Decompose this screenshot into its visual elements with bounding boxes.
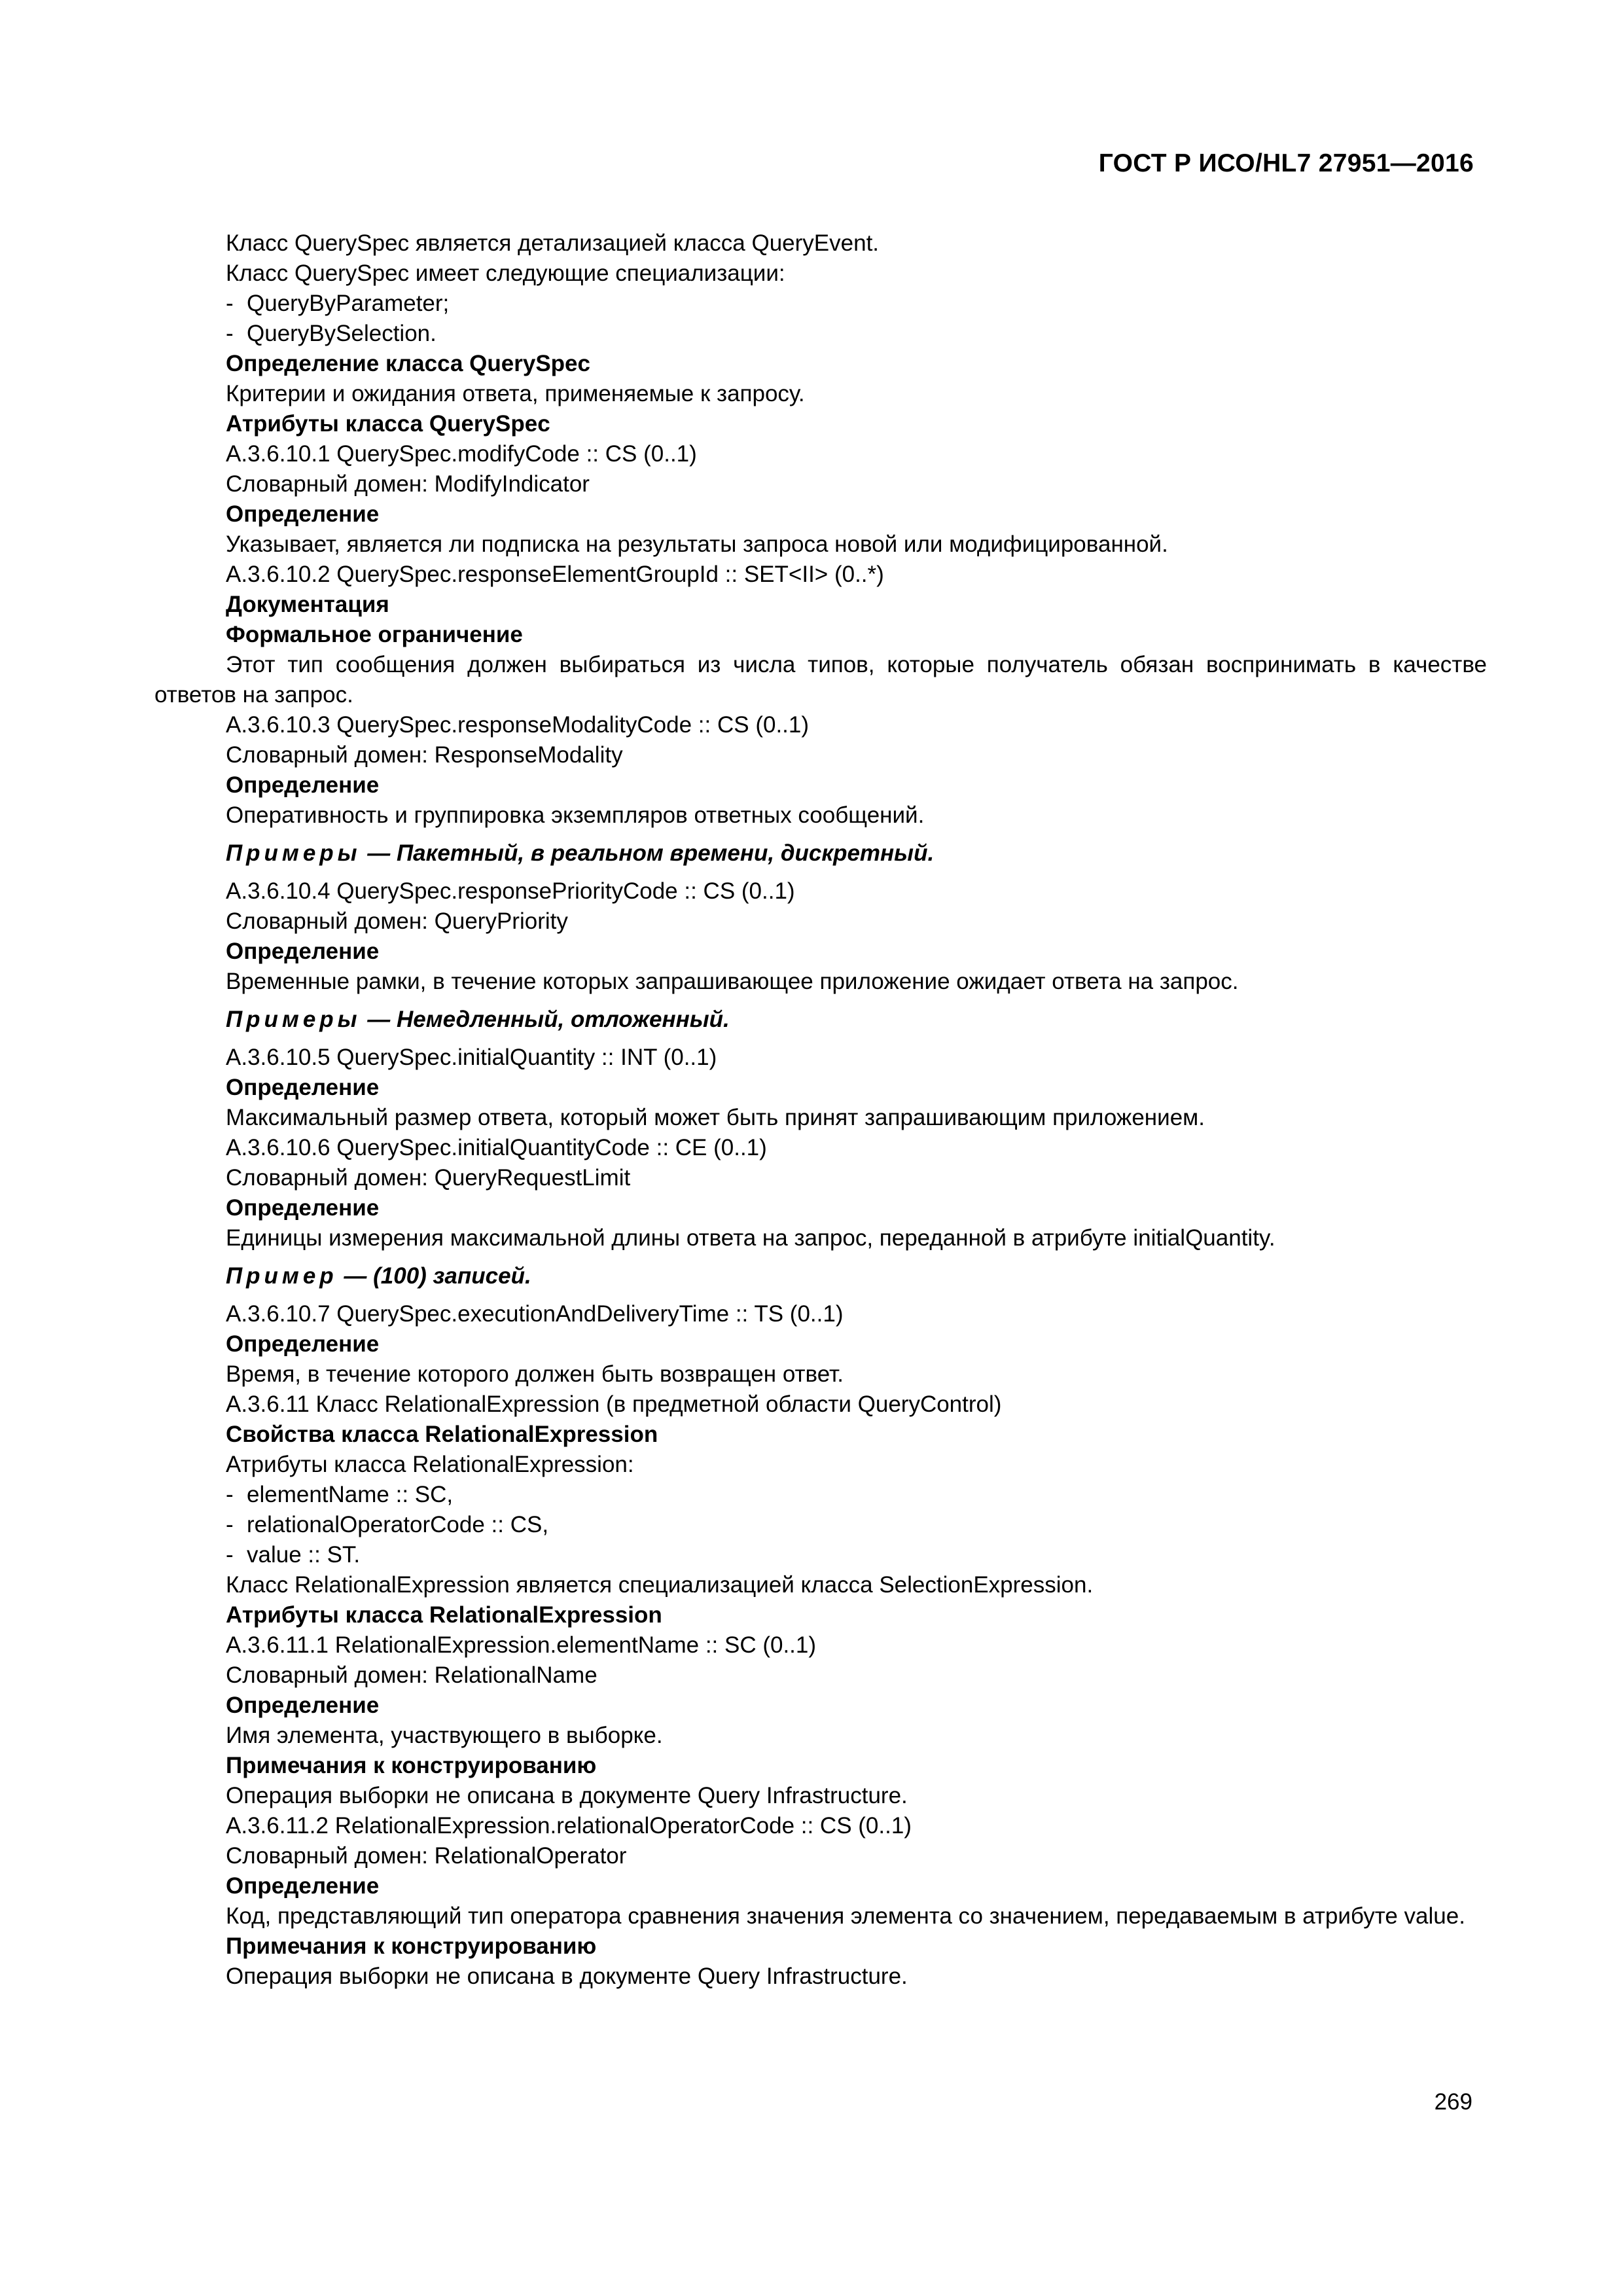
list-item (154, 1510, 1487, 1540)
text-line: Атрибуты класса RelationalExpression: (226, 1452, 634, 1477)
paragraph: Код, представляющий тип оператора сравнения значения элемента со значением, передаваемым в атрибуте value. (226, 1903, 1465, 1929)
text-line: Класс QuerySpec является детализацией класса QueryEvent. (226, 230, 880, 256)
list-dash: - (226, 291, 234, 316)
text-line: Класс RelationalExpression является специализацией класса SelectionExpression. (226, 1572, 1094, 1598)
list-item (154, 289, 1487, 319)
section-heading: Определение (226, 1195, 380, 1221)
section-heading: Определение (226, 1331, 380, 1357)
section-heading: Примечания к конструированию (226, 1933, 597, 1959)
list-item-text: value :: ST. (247, 1542, 361, 1568)
list-item (154, 1540, 1487, 1570)
section-heading: Примечания к конструированию (226, 1753, 597, 1778)
text-line: Оперативность и группировка экземпляров ответных сообщений. (226, 802, 925, 828)
text-line: Имя элемента, участвующего в выборке. (226, 1723, 663, 1748)
example-note (154, 1261, 1487, 1291)
text-line: Указывает, является ли подписка на результаты запроса новой или модифицированной. (226, 531, 1168, 557)
text-line: A.3.6.10.6 QuerySpec.initialQuantityCode :: CE (0..1) (226, 1135, 767, 1160)
text-line: Максимальный размер ответа, который может быть принят запрашивающим приложением. (226, 1105, 1205, 1130)
list-item (154, 319, 1487, 349)
paragraph: Этот тип сообщения должен выбираться из числа типов, которые получатель обязан воспринимать в качестве ответов на запрос. (154, 652, 1487, 708)
section-heading: Свойства класса RelationalExpression (226, 1422, 658, 1447)
example-text: — (100) записей. (337, 1263, 531, 1289)
list-item-text: QueryByParameter; (247, 291, 450, 316)
example-note (154, 1005, 1487, 1035)
text-line: Операция выборки не описана в документе Query Infrastructure. (226, 1783, 908, 1808)
text-line: Словарный домен: RelationalName (226, 1662, 597, 1688)
page-number: 269 (1434, 2089, 1472, 2115)
text-line: A.3.6.10.7 QuerySpec.executionAndDeliveryTime :: TS (0..1) (226, 1301, 844, 1327)
list-item (154, 1480, 1487, 1510)
section-heading: Определение (226, 1693, 380, 1718)
section-heading: Атрибуты класса QuerySpec (226, 411, 550, 437)
example-label: Примеры (226, 840, 361, 866)
text-line: A.3.6.10.3 QuerySpec.responseModalityCode :: CS (0..1) (226, 712, 810, 738)
section-heading: Определение (226, 1873, 380, 1899)
section-heading: Атрибуты класса RelationalExpression (226, 1602, 662, 1628)
text-line: Словарный домен: ModifyIndicator (226, 471, 590, 497)
section-heading: Определение (226, 1075, 380, 1100)
example-note (154, 838, 1487, 869)
example-text: — Немедленный, отложенный. (361, 1007, 730, 1032)
text-line: Словарный домен: ResponseModality (226, 742, 623, 768)
text-line: Словарный домен: RelationalOperator (226, 1843, 627, 1869)
text-line: Словарный домен: QueryPriority (226, 908, 568, 934)
document-header: ГОСТ Р ИСО/HL7 27951—2016 (1098, 149, 1474, 177)
text-line: A.3.6.11 Класс RelationalExpression (в предметной области QueryControl) (226, 1391, 1002, 1417)
text-line: A.3.6.10.2 QuerySpec.responseElementGroupId :: SET<II> (0..*) (226, 562, 884, 587)
text-line: A.3.6.11.1 RelationalExpression.elementName :: SC (0..1) (226, 1632, 817, 1658)
text-line: A.3.6.11.2 RelationalExpression.relationalOperatorCode :: CS (0..1) (226, 1813, 912, 1839)
list-item-text: relationalOperatorCode :: CS, (247, 1512, 549, 1537)
example-label: Пример (226, 1263, 338, 1289)
text-line: Класс QuerySpec имеет следующие специализации: (226, 260, 785, 286)
list-dash: - (226, 1542, 234, 1568)
text-line: Временные рамки, в течение которых запрашивающее приложение ожидает ответа на запрос. (226, 969, 1239, 994)
list-dash: - (226, 1512, 234, 1537)
text-line: Операция выборки не описана в документе Query Infrastructure. (226, 1964, 908, 1989)
section-heading: Формальное ограничение (226, 622, 523, 647)
text-line: Единицы измерения максимальной длины ответа на запрос, переданной в атрибуте initialQuantity. (226, 1225, 1275, 1251)
text-line: Время, в течение которого должен быть возвращен ответ. (226, 1361, 844, 1387)
example-text: — Пакетный, в реальном времени, дискретный. (361, 840, 935, 866)
example-label: Примеры (226, 1007, 361, 1032)
list-item-text: elementName :: SC, (247, 1482, 454, 1507)
section-heading: Определение (226, 772, 380, 798)
text-line: Критерии и ожидания ответа, применяемые к запросу. (226, 381, 805, 406)
document-body (154, 228, 1487, 1992)
text-line: A.3.6.10.1 QuerySpec.modifyCode :: CS (0..1) (226, 441, 697, 467)
text-line: Словарный домен: QueryRequestLimit (226, 1165, 631, 1191)
text-line: A.3.6.10.5 QuerySpec.initialQuantity :: INT (0..1) (226, 1045, 717, 1070)
list-dash: - (226, 1482, 234, 1507)
section-heading: Определение (226, 501, 380, 527)
section-heading: Документация (226, 592, 389, 617)
section-heading: Определение класса QuerySpec (226, 351, 590, 376)
text-line: A.3.6.10.4 QuerySpec.responsePriorityCode :: CS (0..1) (226, 878, 795, 904)
list-dash: - (226, 321, 234, 346)
section-heading: Определение (226, 939, 380, 964)
list-item-text: QueryBySelection. (247, 321, 437, 346)
